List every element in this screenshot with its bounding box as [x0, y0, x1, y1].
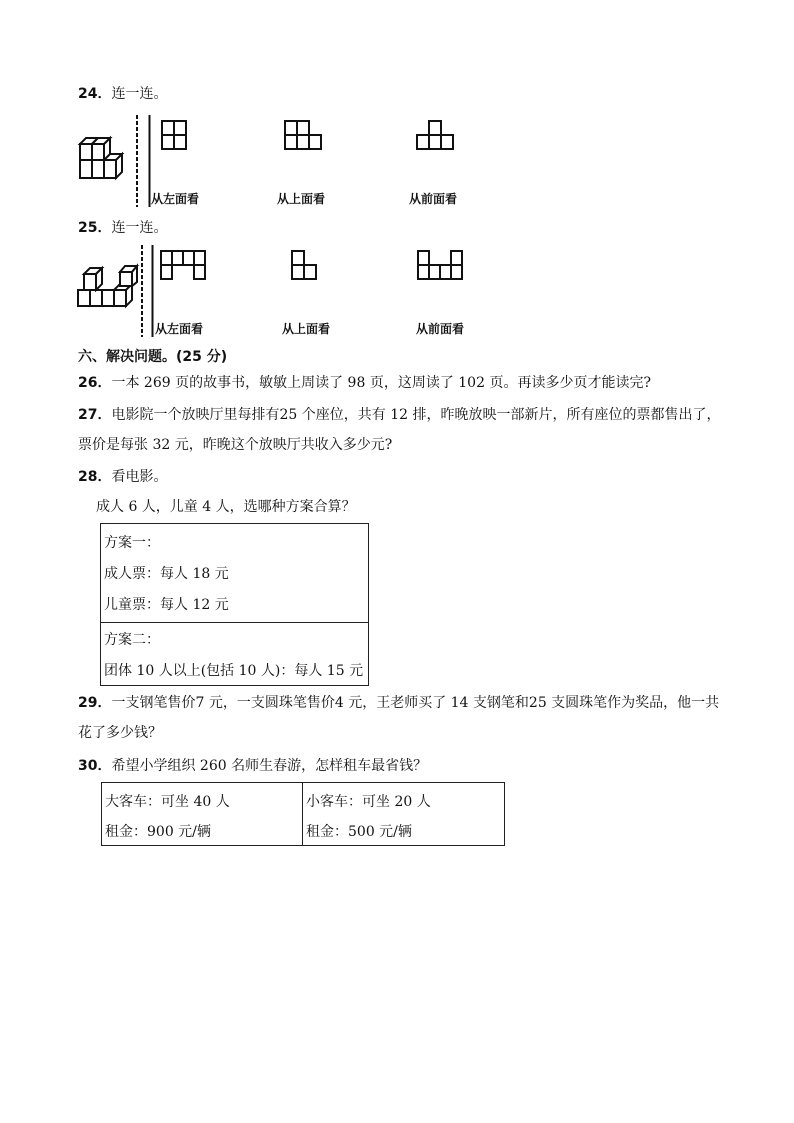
- q24-solid-figure: [78, 132, 124, 180]
- question-number: 27．: [78, 407, 112, 423]
- q24-view-grid-2x2: [161, 120, 189, 152]
- plan2-title: 方案二：: [104, 632, 160, 648]
- plan-divider: [101, 622, 368, 623]
- bus-table: [101, 782, 505, 846]
- q24-label-left: 从左面看: [151, 192, 200, 206]
- small-bus-capacity: 小客车：可坐 20 人: [306, 794, 431, 810]
- question-29-line2: 花了多少钱？: [78, 725, 162, 741]
- q24-view-t-shape: [416, 120, 456, 152]
- question-text: 一支钢笔售价7 元，一支圆珠笔售价4 元，王老师买了 14 支钢笔和25 支圆珠笔作为奖品，他一共: [111, 695, 720, 711]
- question-text: 连一连。: [111, 86, 168, 102]
- question-28-sub: 成人 6 人，儿童 4 人，选哪种方案合算？: [96, 499, 356, 515]
- question-28: [78, 467, 167, 487]
- q25-view-u-shape: [417, 250, 467, 284]
- question-number: 26．: [78, 375, 112, 391]
- q25-separator: [140, 245, 144, 337]
- question-number: 29．: [78, 695, 112, 711]
- question-text: 电影院一个放映厅里每排有25 个座位，共有 12 排，昨晚放映一部新片，所有座位的票都售出了，: [111, 407, 721, 423]
- section-title: 六、解决问题。(25 分): [78, 349, 228, 365]
- question-number: 24．: [78, 86, 112, 102]
- question-text: 希望小学组织 260 名师生春游，怎样租车最省钱？: [111, 758, 428, 774]
- question-25: [78, 218, 167, 238]
- question-number: 30．: [78, 758, 112, 774]
- question-text: 连一连。: [111, 220, 168, 236]
- big-bus-rent: 租金：900 元/辆: [105, 824, 211, 840]
- q25-label-top: 从上面看: [282, 322, 331, 336]
- question-text: 看电影。: [111, 469, 168, 485]
- plan1-title: 方案一：: [104, 535, 160, 551]
- question-26: [78, 373, 651, 393]
- q24-separator: [135, 115, 139, 207]
- question-30: [78, 756, 427, 776]
- question-27: [78, 405, 720, 425]
- question-number: 28．: [78, 469, 112, 485]
- q25-label-left: 从左面看: [155, 322, 204, 336]
- q25-solid-line: [151, 245, 154, 337]
- bus-divider: [302, 783, 303, 845]
- big-bus-capacity: 大客车：可坐 40 人: [105, 794, 230, 810]
- q25-view-comb: [160, 250, 208, 284]
- plan-table: [100, 523, 369, 686]
- q25-view-l-shape: [291, 250, 321, 284]
- q24-label-top: 从上面看: [277, 192, 326, 206]
- q25-label-front: 从前面看: [416, 322, 465, 336]
- plan1-child: 儿童票：每人 12 元: [104, 597, 229, 613]
- plan2-group: 团体 10 人以上(包括 10 人)：每人 15 元: [104, 663, 364, 679]
- question-24: [78, 84, 167, 104]
- question-text: 一本 269 页的故事书，敏敏上周读了 98 页，这周读了 102 页。再读多少页才能读完?: [111, 375, 651, 391]
- question-27-line2: 票价是每张 32 元，昨晚这个放映厅共收入多少元?: [78, 437, 393, 453]
- question-number: 25．: [78, 220, 112, 236]
- question-29: [78, 693, 719, 713]
- q24-label-front: 从前面看: [409, 192, 458, 206]
- q25-solid-figure: [76, 262, 138, 310]
- q24-view-l-shape: [284, 120, 324, 152]
- plan1-adult: 成人票：每人 18 元: [104, 566, 229, 582]
- small-bus-rent: 租金：500 元/辆: [306, 824, 412, 840]
